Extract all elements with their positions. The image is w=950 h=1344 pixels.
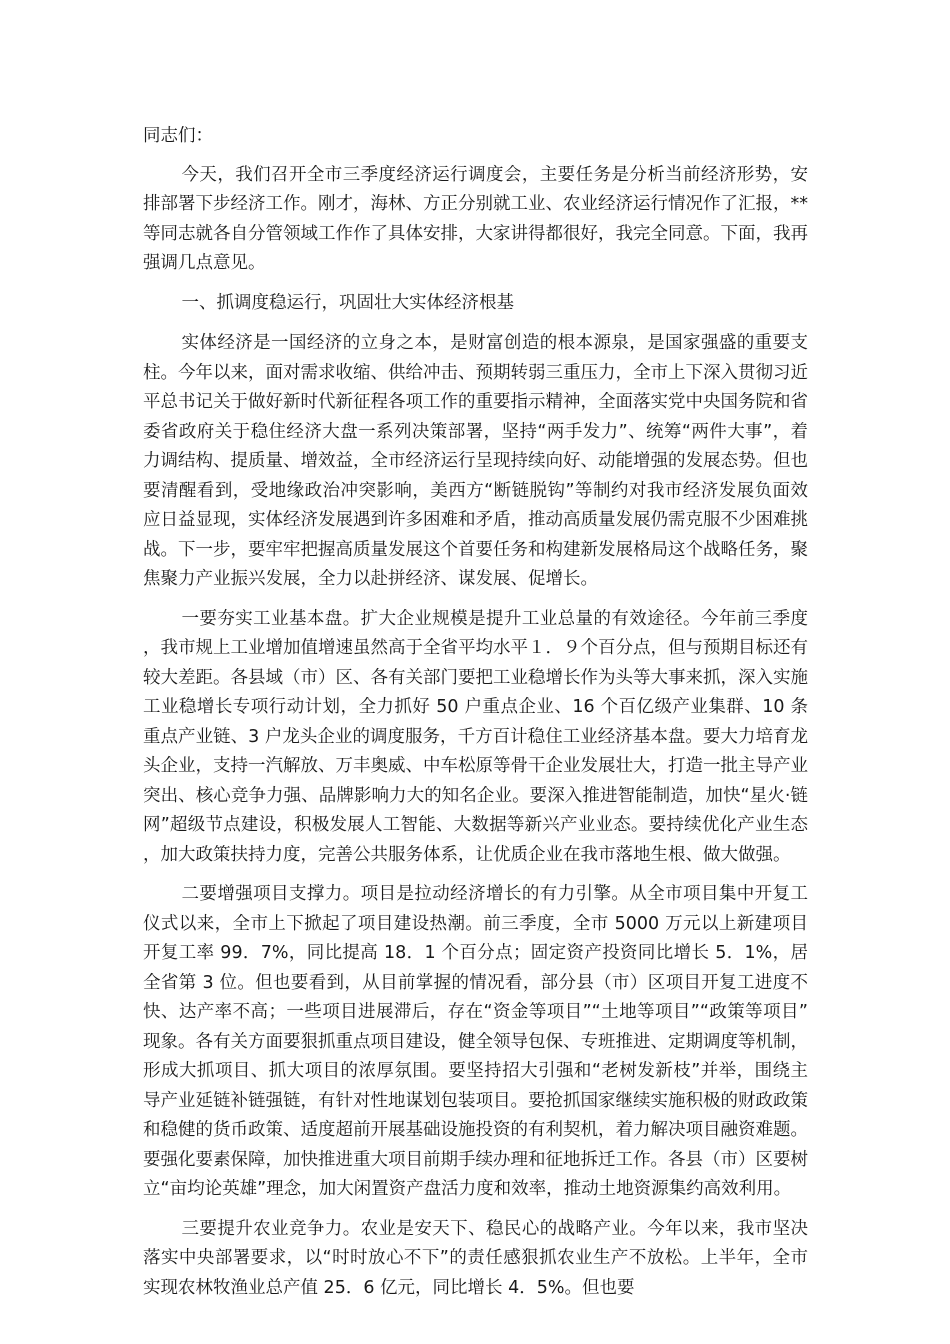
document-body <box>143 122 808 1313</box>
section-heading-1: 一、抓调度稳运行，巩固壮大实体经济根基 <box>181 292 514 313</box>
salutation: 同志们： <box>143 126 213 146</box>
paragraph-industry: 一要夯实工业基本盘。扩大企业规模是提升工业总量的有效途径。今年前三季度，我市规上工业增加值增速虽然高于全省平均水平１．９个百分点，但与预期目标还有较大差距。各县域（市）区、各有关部门要把工业稳增长作为头等大事来抓，深入实施工业稳增长专项行动计划，全力抓好 50 户重点企业、16 个百亿级产业集群、10 条重点产业链、3 户龙头企业的调度服务，千方百计稳住工业经济基本盘。要大力培育龙头企业，支持一汽解放、万丰奥威、中车松原等骨干企业发展壮大，打造一批主导产业突出、核心竞争力强、品牌影响力大的知名企业。要深入推进智能制造，加快“星火·链网”超级节点建设，积极发展人工智能、大数据等新兴产业业态。要持续优化产业生态，加大政策扶持力度，完善公共服务体系，让优质企业在我市落地生根、做大做强。 <box>143 608 808 865</box>
paragraph-agriculture: 三要提升农业竞争力。农业是安天下、稳民心的战略产业。今年以来，我市坚决落实中央部署要求，以“时时放心不下”的责任感狠抓农业生产不放松。上半年，全市实现农林牧渔业总产值 25．6 亿元，同比增长 4．5%。但也要 <box>143 1218 808 1298</box>
paragraph-opening: 今天，我们召开全市三季度经济运行调度会，主要任务是分析当前经济形势，安排部署下步经济工作。刚才，海林、方正分别就工业、农业经济运行情况作了汇报，**等同志就各自分管领域工作作了具体安排，大家讲得都很好，我完全同意。下面，我再强调几点意见。 <box>143 164 808 273</box>
paragraph-real-economy: 实体经济是一国经济的立身之本，是财富创造的根本源泉，是国家强盛的重要支柱。今年以来，面对需求收缩、供给冲击、预期转弱三重压力，全市上下深入贯彻习近平总书记关于做好新时代新征程各项工作的重要指示精神，全面落实党中央国务院和省委省政府关于稳住经济大盘一系列决策部署，坚持“两手发力”、统筹“两件大事”，着力调结构、提质量、增效益，全市经济运行呈现持续向好、动能增强的发展态势。但也要清醒看到，受地缘政治冲突影响，美西方“断链脱钩”等制约对我市经济发展负面效应日益显现，实体经济发展遇到许多困难和矛盾，推动高质量发展仍需克服不少困难挑战。下一步，要牢牢把握高质量发展这个首要任务和构建新发展格局这个战略任务，聚焦聚力产业振兴发展，全力以赴拼经济、谋发展、促增长。 <box>143 333 808 589</box>
paragraph-projects: 二要增强项目支撑力。项目是拉动经济增长的有力引擎。从全市项目集中开复工仪式以来，全市上下掀起了项目建设热潮。前三季度，全市 5000 万元以上新建项目开复工率 99．7%，同比提高 18．1 个百分点；固定资产投资同比增长 5．1%，居全省第 3 位。但也要看到，从目前掌握的情况看，部分县（市）区项目开复工进度不快、达产率不高；一些项目进展滞后，存在“资金等项目”“土地等项目”“政策等项目”现象。各有关方面要狠抓重点项目建设，健全领导包保、专班推进、定期调度等机制，形成大抓项目、抓大项目的浓厚氛围。要坚持招大引强和“老树发新枝”并举，围绕主导产业延链补链强链，有针对性地谋划包装项目。要抢抓国家继续实施积极的财政政策和稳健的货币政策、适度超前开展基础设施投资的有利契机，着力解决项目融资难题。要强化要素保障，加快推进重大项目前期手续办理和征地拆迁工作。各县（市）区要树立“亩均论英雄”理念，加大闲置资产盘活力度和效率，推动土地资源集约高效利用。 <box>143 884 808 1199</box>
